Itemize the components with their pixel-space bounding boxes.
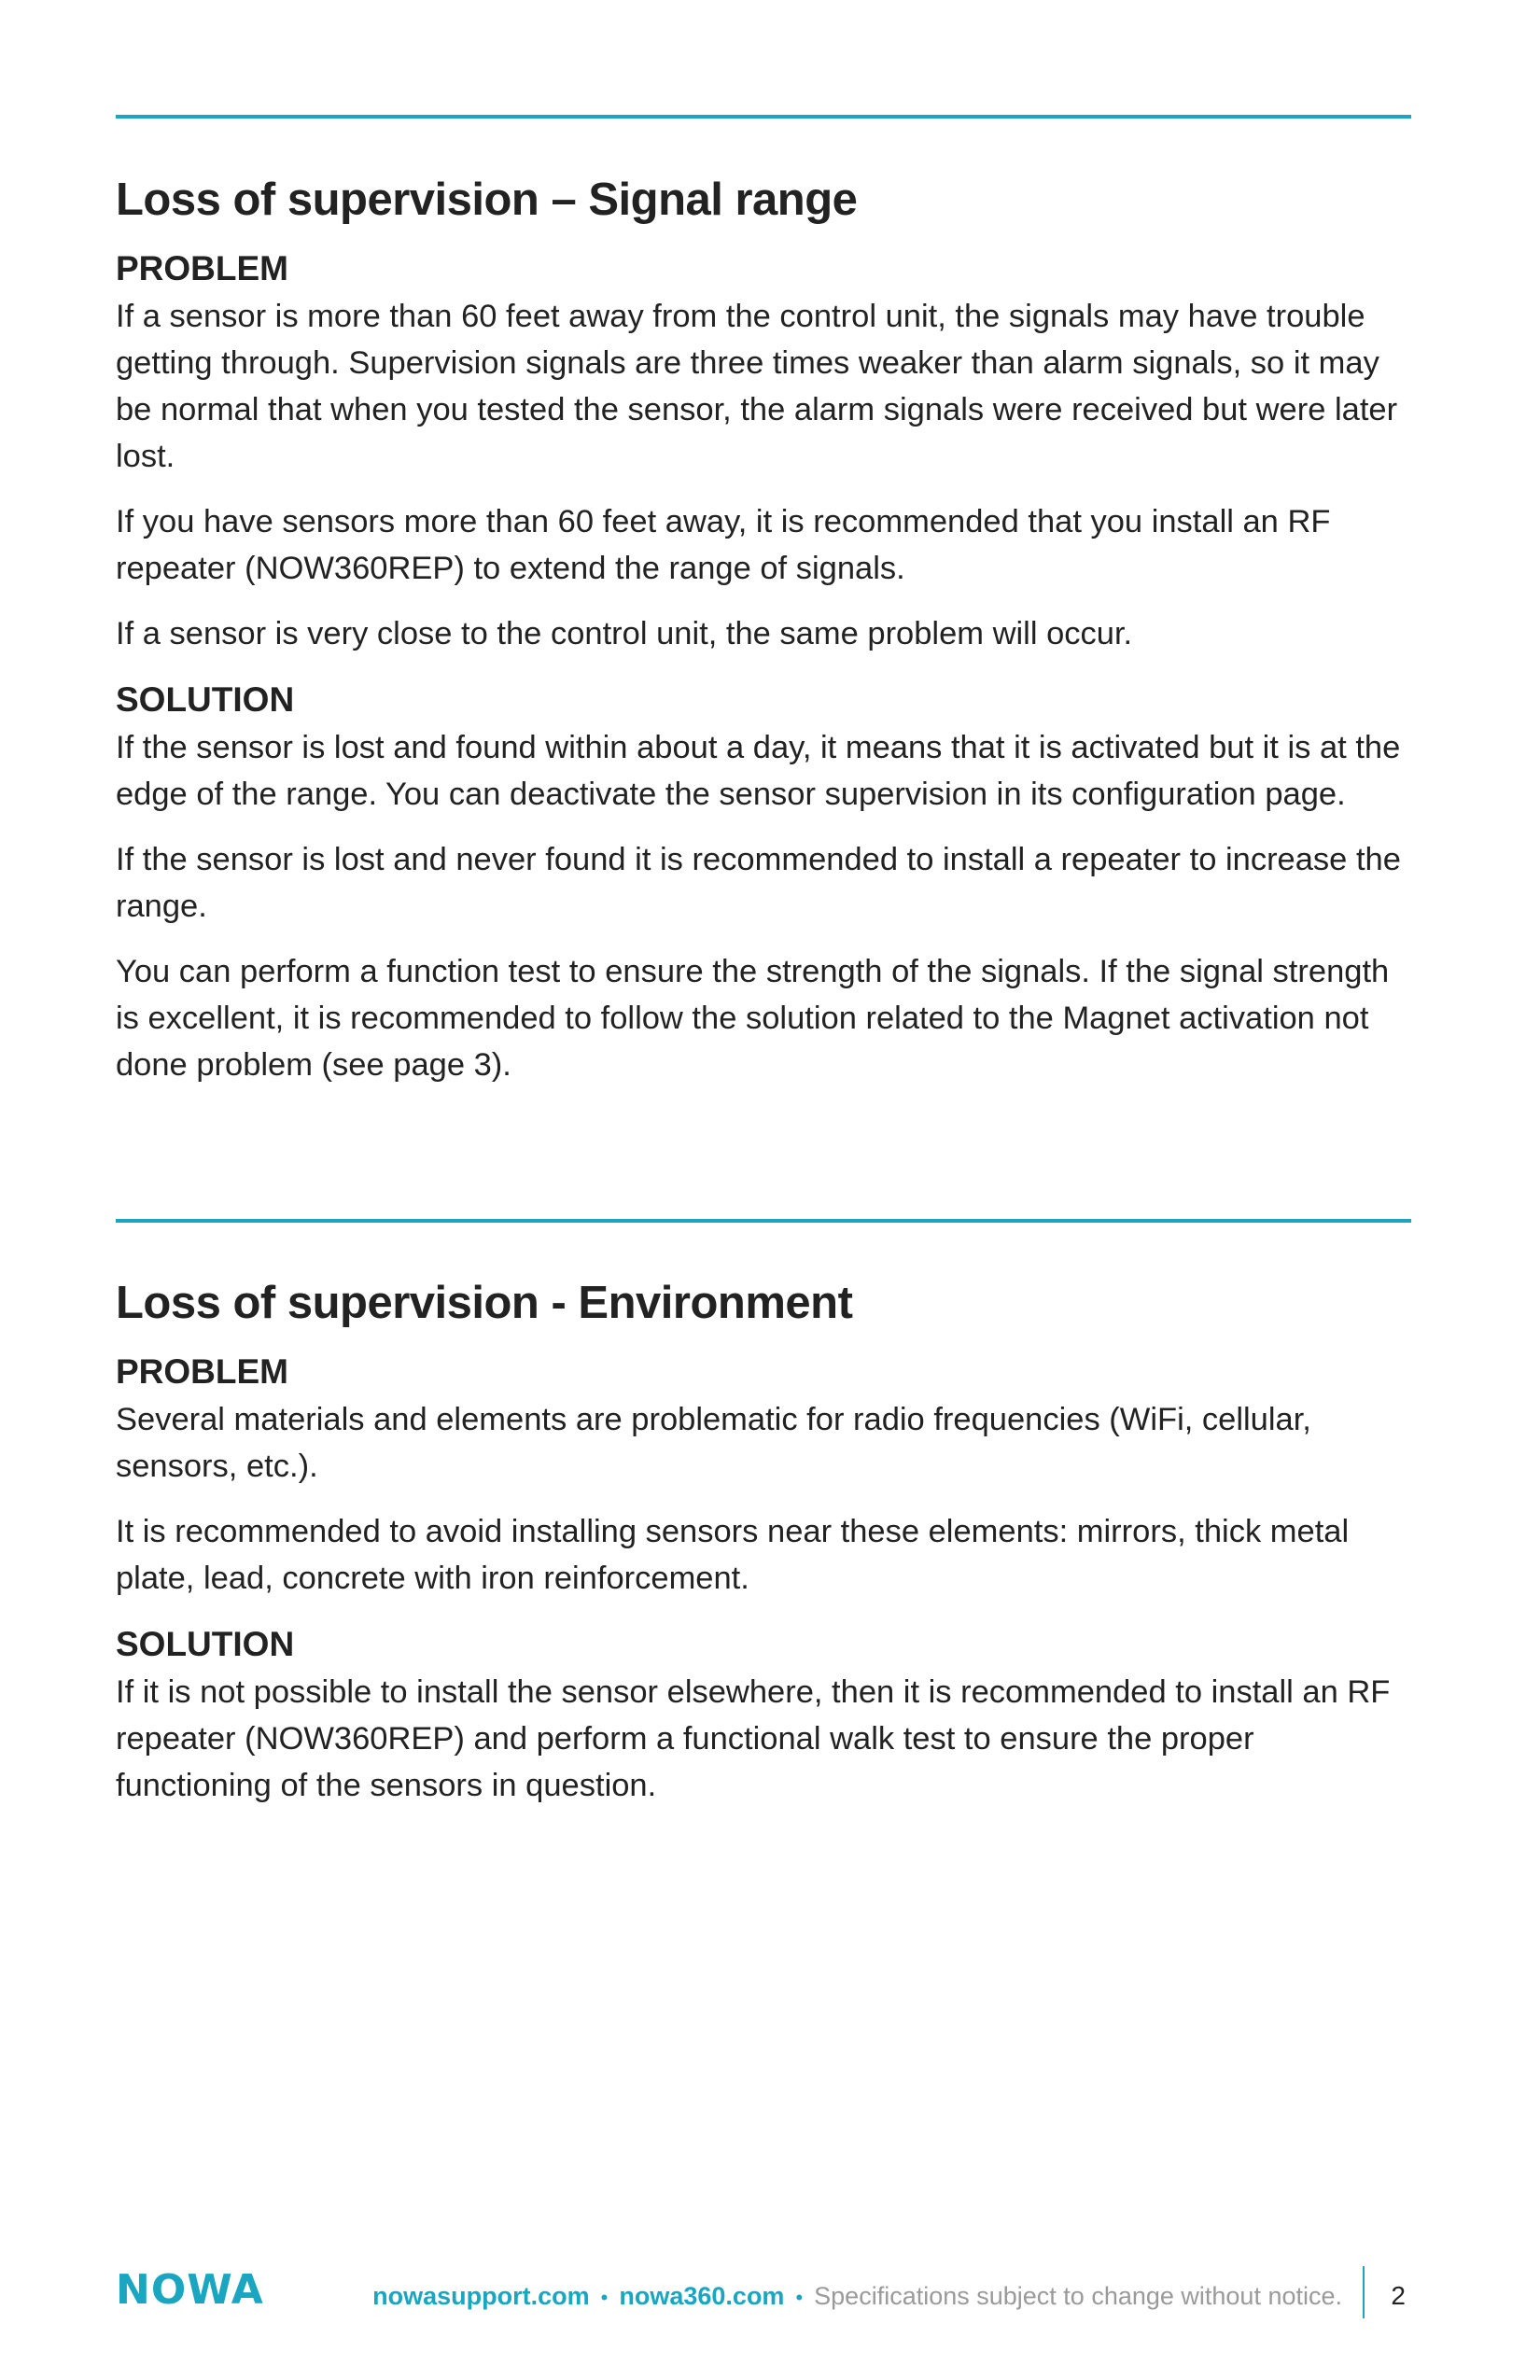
specifications-notice: Specifications subject to change without notice. bbox=[814, 2282, 1342, 2310]
solution-paragraph: If it is not possible to install the sensor elsewhere, then it is recommended to install an RF repeater (NOW360REP) and perform a functional walk test to ensure the proper functioning of the sensors in question. bbox=[116, 1674, 1391, 1803]
problem-paragraph: It is recommended to avoid installing sensors near these elements: mirrors, thick metal plate, lead, concrete with iron reinforcement. bbox=[116, 1514, 1350, 1596]
problem-paragraph: Several materials and elements are problematic for radio frequencies (WiFi, cellular, sensors, etc.). bbox=[116, 1402, 1311, 1484]
footer-divider bbox=[1363, 2266, 1365, 2318]
solution-heading: SOLUTION bbox=[116, 1625, 295, 1663]
page-number: 2 bbox=[1391, 2281, 1406, 2310]
solution-paragraph: You can perform a function test to ensure the strength of the signals. If the signal strength is excellent, it is recommended to follow the solution related to the Magnet activation not done problem (see page 3). bbox=[116, 954, 1390, 1083]
page-footer bbox=[116, 2266, 1450, 2326]
section-title: Loss of supervision - Environment bbox=[116, 1278, 853, 1328]
section-signal-range bbox=[116, 166, 1411, 1107]
nowa360-link[interactable]: nowa360.com bbox=[619, 2282, 785, 2310]
problem-heading: PROBLEM bbox=[116, 249, 288, 287]
problem-heading: PROBLEM bbox=[116, 1352, 288, 1391]
section-environment bbox=[116, 1269, 1411, 1827]
nowa-logo: NOWA bbox=[116, 2266, 264, 2314]
section-divider-middle bbox=[116, 1219, 1411, 1223]
problem-paragraph: If a sensor is more than 60 feet away from the control unit, the signals may have trouble getting through. Supervision signals are three times weaker than alarm signals, so it may be normal that when you tested the sensor, the alarm signals were received but were later lost. bbox=[116, 299, 1398, 474]
solution-paragraph: If the sensor is lost and never found it is recommended to install a repeater to increase the range. bbox=[116, 842, 1401, 924]
problem-paragraph: If a sensor is very close to the control unit, the same problem will occur. bbox=[116, 616, 1133, 651]
bullet-separator: • bbox=[600, 2286, 609, 2309]
footer-links bbox=[372, 2279, 1342, 2315]
section-title: Loss of supervision – Signal range bbox=[116, 175, 858, 225]
bullet-separator: • bbox=[795, 2286, 804, 2309]
section-divider-top bbox=[116, 115, 1411, 119]
solution-heading: SOLUTION bbox=[116, 680, 295, 719]
problem-paragraph: If you have sensors more than 60 feet away, it is recommended that you install an RF repeater (NOW360REP) to extend the range of signals. bbox=[116, 504, 1331, 586]
solution-paragraph: If the sensor is lost and found within about a day, it means that it is activated but it is at the edge of the range. You can deactivate the sensor supervision in its configuration page. bbox=[116, 730, 1401, 812]
nowasupport-link[interactable]: nowasupport.com bbox=[372, 2282, 590, 2310]
